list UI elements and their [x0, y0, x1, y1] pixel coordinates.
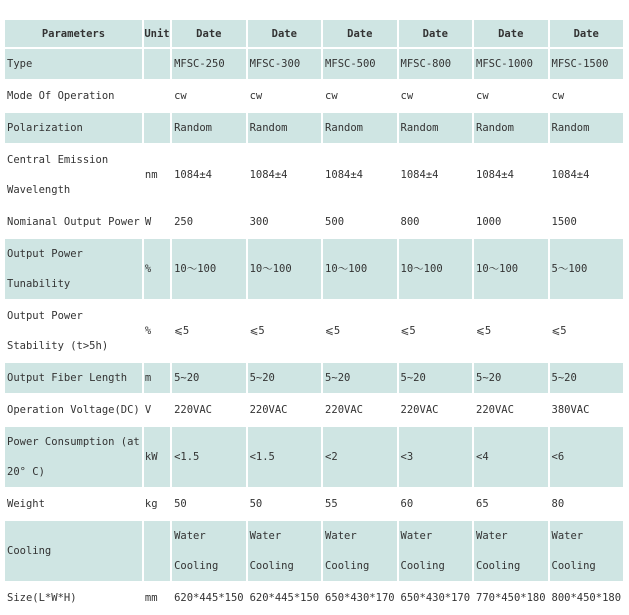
param-cell: Central Emission Wavelength	[7, 154, 109, 196]
value-cell: Random	[550, 113, 624, 143]
value-cell: 220VAC	[400, 404, 439, 416]
value-cell: 220VAC	[325, 404, 363, 416]
value-cell: 500	[325, 216, 345, 228]
param-cell: Operation Voltage(DC)	[7, 404, 140, 416]
param-cell: Nomianal Output Power	[7, 216, 140, 228]
value-cell: Water Cooling	[474, 521, 547, 581]
value-cell: 5~20	[550, 363, 624, 393]
value-cell: 50	[249, 498, 263, 510]
value-cell: ⩽5	[249, 325, 265, 337]
value-cell: cw	[325, 90, 338, 102]
table-row	[5, 427, 623, 487]
value-cell: <1.5	[172, 427, 245, 487]
header-date-5: Date	[474, 20, 547, 47]
value-cell: ⩽5	[174, 325, 190, 337]
value-cell: 770*450*180	[476, 592, 546, 604]
value-cell: MFSC-300	[248, 49, 321, 79]
value-cell: 55	[325, 498, 338, 510]
unit-cell	[144, 521, 170, 581]
value-cell: 80	[551, 498, 565, 510]
value-cell: 650*430*170	[400, 592, 471, 604]
value-cell: Random	[248, 113, 321, 143]
param-cell: Cooling	[5, 521, 142, 581]
value-cell: 5~20	[248, 363, 321, 393]
value-cell: 60	[400, 498, 414, 510]
table-row	[5, 521, 623, 581]
value-cell: ⩽5	[551, 325, 567, 337]
param-cell: Type	[5, 49, 142, 79]
value-cell: MFSC-500	[323, 49, 396, 79]
table-row	[5, 301, 623, 361]
value-cell: 1084±4	[476, 169, 514, 181]
value-cell: <4	[474, 427, 547, 487]
value-cell: Random	[399, 113, 472, 143]
header-unit: Unit	[144, 20, 170, 47]
unit-cell	[144, 81, 170, 111]
table-row	[5, 395, 623, 425]
value-cell: 50	[174, 498, 187, 510]
value-cell: Water Cooling	[550, 521, 624, 581]
value-cell: <1.5	[248, 427, 321, 487]
value-cell: 1084±4	[325, 169, 363, 181]
value-cell: cw	[551, 90, 565, 102]
header-date-1: Date	[172, 20, 245, 47]
table-row	[5, 239, 623, 299]
value-cell: Water Cooling	[248, 521, 321, 581]
value-cell: 10～100	[323, 239, 396, 299]
param-cell: Output Power Tunability	[5, 239, 142, 299]
value-cell: 800	[400, 216, 420, 228]
unit-cell: nm	[144, 169, 158, 181]
value-cell: 65	[476, 498, 489, 510]
value-cell: 650*430*170	[325, 592, 395, 604]
value-cell: cw	[476, 90, 489, 102]
unit-cell	[144, 113, 170, 143]
value-cell: 220VAC	[476, 404, 514, 416]
unit-cell: W	[144, 216, 152, 228]
value-cell: 1084±4	[551, 169, 590, 181]
value-cell: 10～100	[399, 239, 472, 299]
unit-cell: %	[144, 239, 170, 299]
value-cell: 220VAC	[174, 404, 213, 416]
unit-cell: %	[144, 325, 152, 337]
value-cell: 5～100	[550, 239, 624, 299]
value-cell: 1000	[476, 216, 502, 228]
table-row	[5, 583, 623, 613]
table-row	[5, 81, 623, 111]
unit-cell: kg	[144, 498, 158, 510]
value-cell: ⩽5	[476, 325, 492, 337]
header-row	[5, 20, 623, 47]
value-cell: cw	[249, 90, 263, 102]
value-cell: 380VAC	[551, 404, 590, 416]
value-cell: MFSC-800	[399, 49, 472, 79]
param-cell: Weight	[7, 498, 45, 510]
spec-table	[3, 18, 625, 615]
value-cell: Random	[323, 113, 396, 143]
value-cell: 800*450*180	[551, 592, 622, 604]
value-cell: <3	[399, 427, 472, 487]
value-cell: <2	[323, 427, 396, 487]
param-cell: Mode Of Operation	[7, 90, 115, 102]
table-row	[5, 363, 623, 393]
value-cell: Random	[474, 113, 547, 143]
value-cell: Water Cooling	[323, 521, 396, 581]
value-cell: 1084±4	[174, 169, 213, 181]
value-cell: 5~20	[474, 363, 547, 393]
value-cell: cw	[174, 90, 187, 102]
unit-cell	[144, 49, 170, 79]
unit-cell: V	[144, 404, 152, 416]
table-row	[5, 145, 623, 205]
unit-cell: mm	[144, 592, 158, 604]
value-cell: <6	[550, 427, 624, 487]
value-cell: 5~20	[323, 363, 396, 393]
unit-cell: m	[144, 363, 170, 393]
value-cell: 10～100	[248, 239, 321, 299]
table-row	[5, 489, 623, 519]
header-date-3: Date	[323, 20, 396, 47]
value-cell: cw	[400, 90, 414, 102]
value-cell: 5~20	[399, 363, 472, 393]
value-cell: ⩽5	[400, 325, 416, 337]
header-date-2: Date	[248, 20, 321, 47]
value-cell: Water Cooling	[399, 521, 472, 581]
value-cell: 1084±4	[400, 169, 439, 181]
value-cell: Water Cooling	[172, 521, 245, 581]
value-cell: MFSC-1500	[550, 49, 624, 79]
value-cell: 220VAC	[249, 404, 288, 416]
value-cell: 10～100	[474, 239, 547, 299]
param-cell: Output Power Stability (t>5h)	[7, 310, 109, 352]
table-row	[5, 207, 623, 237]
table-row	[5, 49, 623, 79]
param-cell: Polarization	[5, 113, 142, 143]
value-cell: 620*445*150	[249, 592, 320, 604]
value-cell: 1500	[551, 216, 577, 228]
value-cell: 1084±4	[249, 169, 288, 181]
value-cell: 10～100	[172, 239, 245, 299]
value-cell: MFSC-250	[172, 49, 245, 79]
param-cell: Power Consumption (at 20° C)	[5, 427, 142, 487]
unit-cell: kW	[144, 427, 170, 487]
table-row	[5, 113, 623, 143]
value-cell: ⩽5	[325, 325, 341, 337]
header-date-4: Date	[399, 20, 472, 47]
value-cell: 300	[249, 216, 269, 228]
value-cell: 5~20	[172, 363, 245, 393]
param-cell: Output Fiber Length	[5, 363, 142, 393]
value-cell: Random	[172, 113, 245, 143]
value-cell: 250	[174, 216, 194, 228]
header-parameters: Parameters	[5, 20, 142, 47]
value-cell: MFSC-1000	[474, 49, 547, 79]
param-cell: Size(L*W*H)	[7, 592, 77, 604]
header-date-6: Date	[550, 20, 624, 47]
value-cell: 620*445*150	[174, 592, 244, 604]
